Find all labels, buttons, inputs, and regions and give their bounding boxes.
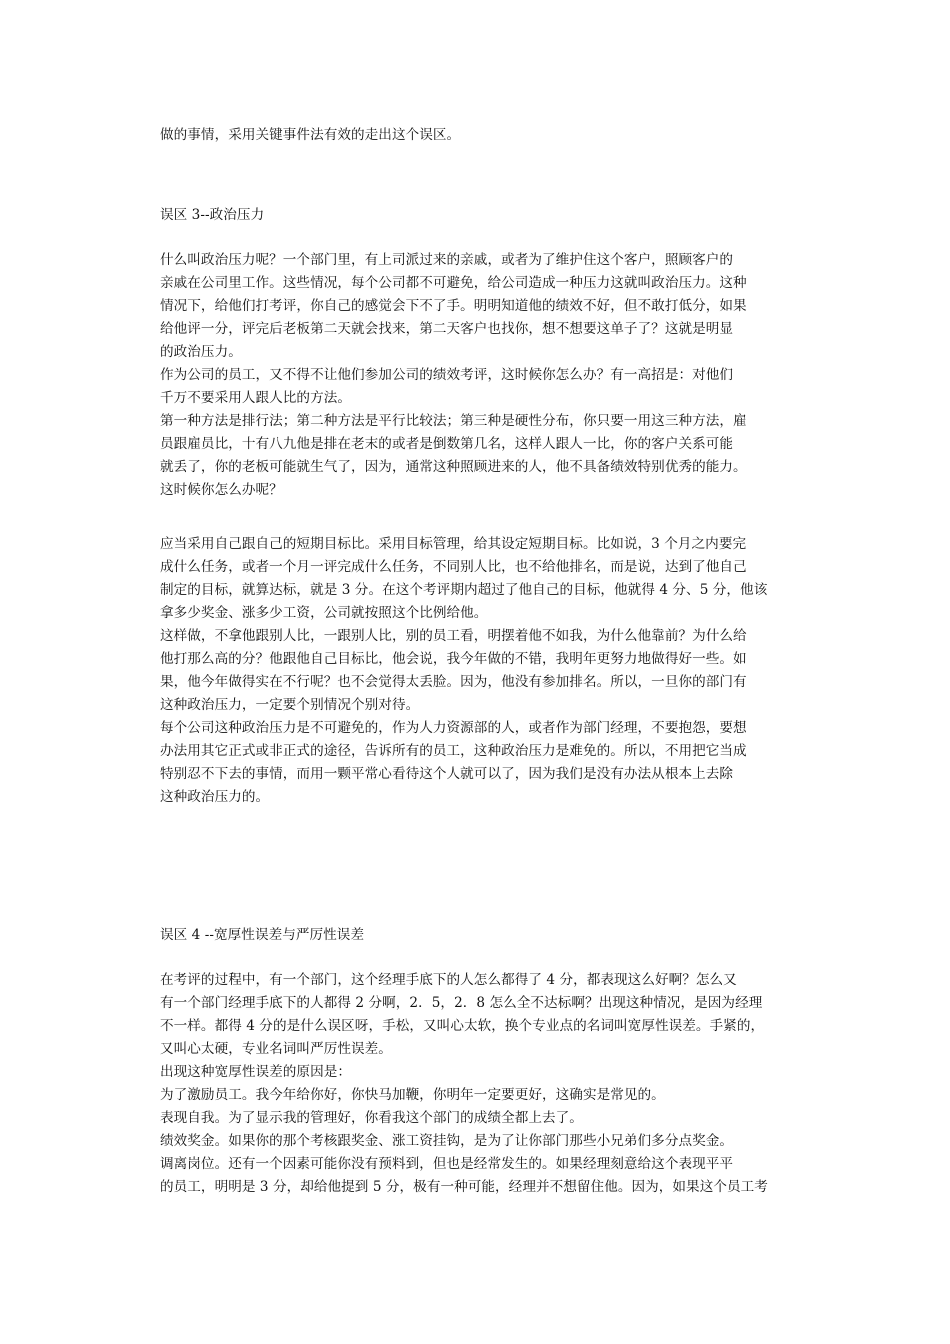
section-4-paragraph-1-line-4: 又叫心太硬，专业名词叫严厉性误差。 — [160, 1041, 392, 1057]
section-3-paragraph-1-line-1: 什么叫政治压力呢？一个部门里，有上司派过来的亲戚，或者为了维护住这个客户，照顾客户的 — [160, 252, 734, 268]
section-3-paragraph-4-line-3: 制定的目标，就算达标，就是 3 分。在这个考评期内超过了他自己的目标，他就得 4 分、5 分，他该 — [160, 582, 768, 598]
section-4-paragraph-1-line-3: 不一样。都得 4 分的是什么误区呀，手松，又叫心太软，换个专业点的名词叫宽厚性误差。手紧的， — [160, 1018, 765, 1034]
section-3-paragraph-5-line-3: 果，他今年做得实在不行呢？也不会觉得太丢脸。因为，他没有参加排名。所以，一旦你的部门有 — [160, 674, 747, 690]
section-4-paragraph-6-line-2: 的员工，明明是 3 分，却给他提到 5 分，极有一种可能，经理并不想留住他。因为，如果这个员工考 — [160, 1179, 768, 1195]
section-3-paragraph-5-line-4: 这种政治压力，一定要个别情况个别对待。 — [160, 697, 420, 713]
section-4-paragraph-4-line-1: 表现自我。为了显示我的管理好，你看我这个部门的成绩全都上去了。 — [160, 1110, 583, 1126]
section-3-paragraph-6-line-3: 特别忍不下去的事情，而用一颗平常心看待这个人就可以了，因为我们是没有办法从根本上去除 — [160, 766, 734, 782]
section-3-paragraph-1-line-5: 的政治压力。 — [160, 344, 242, 360]
section-3-paragraph-4-line-4: 拿多少奖金、涨多少工资，公司就按照这个比例给他。 — [160, 605, 488, 621]
section-3-paragraph-1-line-4: 给他评一分，评完后老板第二天就会找来，第二天客户也找你，想不想要这单子了？这就是明显 — [160, 321, 734, 337]
section-3-paragraph-6-line-1: 每个公司这种政治压力是不可避免的，作为人力资源部的人，或者作为部门经理，不要抱怨，要想 — [160, 720, 747, 736]
section-4-paragraph-1-line-1: 在考评的过程中，有一个部门，这个经理手底下的人怎么都得了 4 分，都表现这么好啊？怎么又 — [160, 972, 737, 988]
section-3-paragraph-3-line-2: 员跟雇员比，十有八九他是排在老末的或者是倒数第几名，这样人跟人一比，你的客户关系可能 — [160, 436, 734, 452]
section-3-paragraph-5-line-1: 这样做，不拿他跟别人比，一跟别人比，别的员工看，明摆着他不如我，为什么他靠前？为什么给 — [160, 628, 747, 644]
intro-line-1: 做的事情，采用关键事件法有效的走出这个误区。 — [160, 127, 461, 143]
section-3-paragraph-1-line-2: 亲戚在公司里工作。这些情况，每个公司都不可避免，给公司造成一种压力这就叫政治压力。这种 — [160, 275, 747, 291]
section-3-paragraph-3-line-1: 第一种方法是排行法；第二种方法是平行比较法；第三种是硬性分布，你只要一用这三种方法，雇 — [160, 413, 747, 429]
section-3-heading: 误区 3--政治压力 — [160, 207, 265, 223]
section-4-paragraph-2-line-1: 出现这种宽厚性误差的原因是： — [160, 1064, 352, 1080]
section-3-paragraph-3-line-3: 就丢了，你的老板可能就生气了，因为，通常这种照顾进来的人，他不具备绩效特别优秀的能力。 — [160, 459, 747, 475]
section-3-paragraph-6-line-2: 办法用其它正式或非正式的途径，告诉所有的员工，这种政治压力是难免的。所以，不用把它当成 — [160, 743, 747, 759]
section-4-paragraph-3-line-1: 为了激励员工。我今年给你好，你快马加鞭，你明年一定要更好，这确实是常见的。 — [160, 1087, 665, 1103]
section-4-paragraph-1-line-2: 有一个部门经理手底下的人都得 2 分啊，2．5，2．8 怎么全不达标啊？出现这种情况，是因为经理 — [160, 995, 763, 1011]
section-3-paragraph-6-line-4: 这种政治压力的。 — [160, 789, 270, 805]
section-4-heading: 误区 4 --宽厚性误差与严厉性误差 — [160, 927, 365, 943]
section-3-paragraph-1-line-3: 情况下，给他们打考评，你自己的感觉会下不了手。明明知道他的绩效不好，但不敢打低分，如果 — [160, 298, 747, 314]
section-4-paragraph-6-line-1: 调离岗位。还有一个因素可能你没有预料到，但也是经常发生的。如果经理刻意给这个表现平平 — [160, 1156, 734, 1172]
section-3-paragraph-4-line-2: 成什么任务，或者一个月一评完成什么任务，不同别人比，也不给他排名，而是说，达到了他自己 — [160, 559, 747, 575]
section-3-paragraph-3-line-4: 这时候你怎么办呢？ — [160, 482, 283, 498]
section-3-paragraph-4-line-1: 应当采用自己跟自己的短期目标比。采用目标管理，给其设定短期目标。比如说，3 个月之内要完 — [160, 536, 747, 552]
section-3-paragraph-2-line-2: 千万不要采用人跟人比的方法。 — [160, 390, 352, 406]
section-4-paragraph-5-line-1: 绩效奖金。如果你的那个考核跟奖金、涨工资挂钩，是为了让你部门那些小兄弟们多分点奖金。 — [160, 1133, 734, 1149]
section-3-paragraph-5-line-2: 他打那么高的分？他跟他自己目标比，他会说，我今年做的不错，我明年更努力地做得好一些。如 — [160, 651, 747, 667]
section-3-paragraph-2-line-1: 作为公司的员工，又不得不让他们参加公司的绩效考评，这时候你怎么办？有一高招是：对他们 — [160, 367, 734, 383]
